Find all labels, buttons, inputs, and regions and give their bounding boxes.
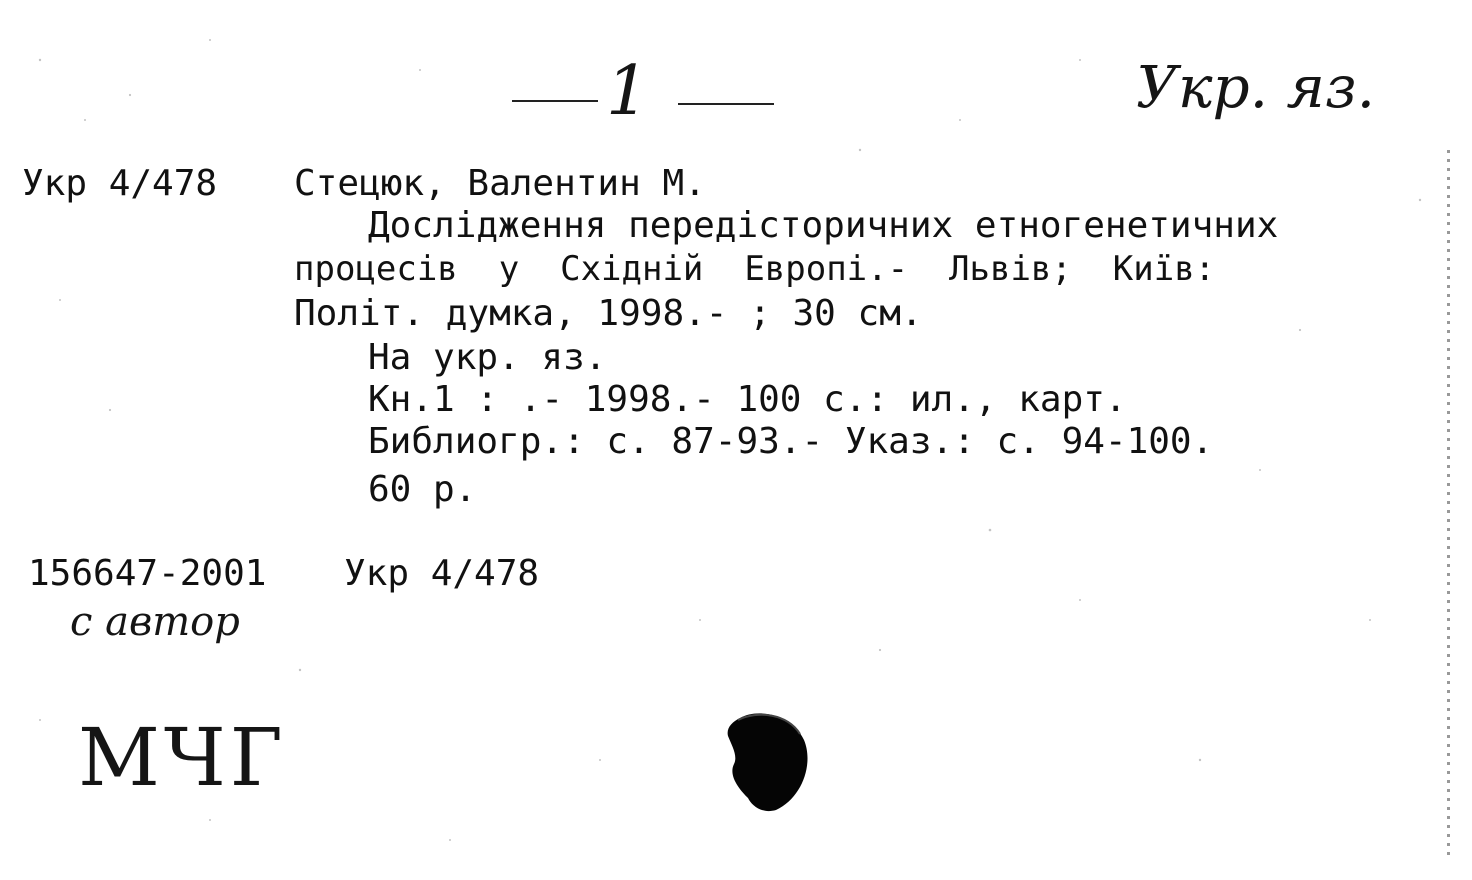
- handwritten-source-note: с автор: [70, 599, 240, 645]
- language-note: Укр. яз.: [1136, 53, 1376, 121]
- title-line-2: процесів у Східній Европі.- Львів; Київ:: [294, 249, 1216, 289]
- card-number-mark: 1: [606, 52, 650, 131]
- price-line: 60 р.: [368, 469, 477, 510]
- handwritten-stamp: МЧГ: [78, 711, 287, 804]
- accession-number: 156647-2001: [28, 553, 267, 594]
- bibliography-line: Библиогр.: с. 87-93.- Указ.: с. 94-100.: [368, 421, 1214, 462]
- language-line: На укр. яз.: [368, 337, 607, 378]
- author-line: Стецюк, Валентин М.: [294, 163, 706, 204]
- card-edge-shadow: [1447, 150, 1450, 860]
- accession-shelfmark: Укр 4/478: [344, 553, 540, 594]
- shelfmark: Укр 4/478: [22, 163, 218, 204]
- volume-line: Кн.1 : .- 1998.- 100 с.: ил., карт.: [368, 379, 1127, 420]
- title-line-1: Дослідження передісторичних етногенетичних: [368, 205, 1279, 246]
- publisher-line: Політ. думка, 1998.- ; 30 см.: [294, 293, 923, 334]
- number-rule-left: [512, 100, 598, 102]
- punched-hole: [718, 706, 810, 814]
- number-rule-right: [678, 103, 774, 105]
